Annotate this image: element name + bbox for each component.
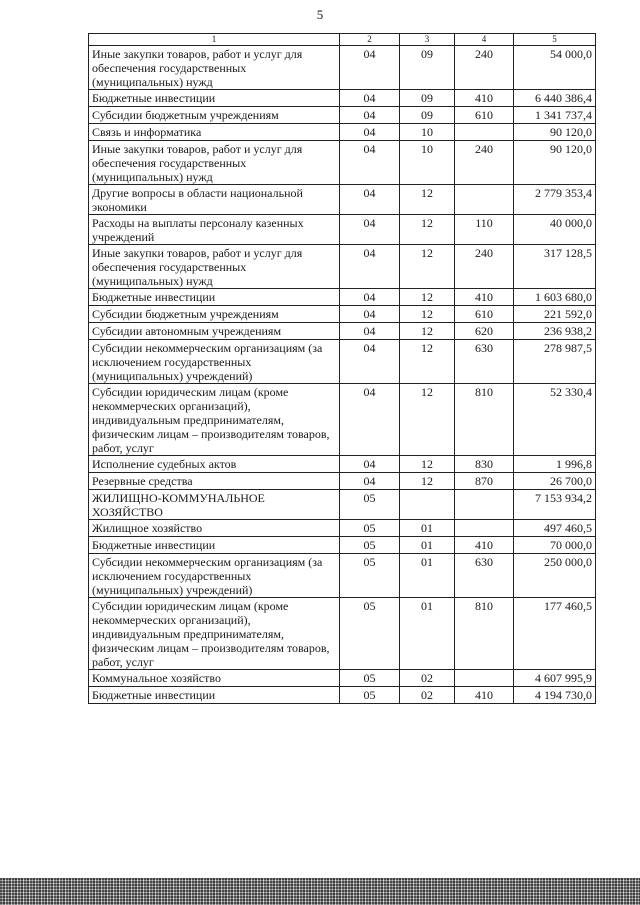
row-name-cell: Субсидии юридическим лицам (кроме некоммерческих организаций), индивидуальным предпринимателям, физическим лицам – производителям товаров, работ, услуг <box>89 598 340 670</box>
table-row <box>89 306 596 323</box>
scan-edge-artifact-overlay <box>0 878 640 905</box>
row-name-cell: Субсидии некоммерческим организациям (за исключением государственных (муниципальных) учреждений) <box>89 554 340 598</box>
amount-cell: 7 153 934,2 <box>514 490 596 520</box>
table-row <box>89 323 596 340</box>
expense-type-cell: 240 <box>455 245 514 289</box>
row-name-cell: Бюджетные инвестиции <box>89 687 340 704</box>
amount-cell: 1 603 680,0 <box>514 289 596 306</box>
amount-cell: 497 460,5 <box>514 520 596 537</box>
table-row <box>89 90 596 107</box>
amount-cell: 177 460,5 <box>514 598 596 670</box>
table-row <box>89 670 596 687</box>
expense-type-cell: 810 <box>455 598 514 670</box>
section-code-cell: 04 <box>340 473 400 490</box>
row-name-cell: Субсидии юридическим лицам (кроме некоммерческих организаций), индивидуальным предпринимателям, физическим лицам – производителям товаров, работ, услуг <box>89 384 340 456</box>
row-name-cell: Связь и информатика <box>89 124 340 141</box>
row-name-cell: Субсидии бюджетным учреждениям <box>89 306 340 323</box>
expense-type-cell <box>455 670 514 687</box>
subsection-code-cell: 12 <box>400 473 455 490</box>
row-name-cell: Исполнение судебных актов <box>89 456 340 473</box>
section-code-cell: 04 <box>340 306 400 323</box>
subsection-code-cell: 01 <box>400 554 455 598</box>
expense-type-cell: 610 <box>455 306 514 323</box>
expense-type-cell: 240 <box>455 46 514 90</box>
table-row <box>89 185 596 215</box>
row-name-cell: Иные закупки товаров, работ и услуг для обеспечения государственных (муниципальных) нужд <box>89 141 340 185</box>
section-code-cell: 04 <box>340 124 400 141</box>
subsection-code-cell: 09 <box>400 90 455 107</box>
subsection-code-cell: 10 <box>400 141 455 185</box>
subsection-code-cell: 01 <box>400 598 455 670</box>
table-row <box>89 384 596 456</box>
section-code-cell: 04 <box>340 215 400 245</box>
expense-type-cell: 110 <box>455 215 514 245</box>
subsection-code-cell: 12 <box>400 289 455 306</box>
table-row <box>89 473 596 490</box>
section-code-cell: 05 <box>340 598 400 670</box>
subsection-code-cell: 09 <box>400 107 455 124</box>
subsection-code-cell: 12 <box>400 323 455 340</box>
row-name-cell: Иные закупки товаров, работ и услуг для обеспечения государственных (муниципальных) нужд <box>89 46 340 90</box>
table-row <box>89 490 596 520</box>
column-number: 1 <box>89 34 340 46</box>
section-code-cell: 05 <box>340 520 400 537</box>
expense-type-cell: 870 <box>455 473 514 490</box>
subsection-code-cell: 12 <box>400 456 455 473</box>
amount-cell: 90 120,0 <box>514 124 596 141</box>
table-row <box>89 245 596 289</box>
row-name-cell: ЖИЛИЩНО-КОММУНАЛЬНОЕ ХОЗЯЙСТВО <box>89 490 340 520</box>
expense-type-cell <box>455 520 514 537</box>
expense-type-cell: 630 <box>455 554 514 598</box>
expense-type-cell <box>455 124 514 141</box>
row-name-cell: Бюджетные инвестиции <box>89 289 340 306</box>
amount-cell: 26 700,0 <box>514 473 596 490</box>
amount-cell: 40 000,0 <box>514 215 596 245</box>
expense-type-cell: 810 <box>455 384 514 456</box>
table-row <box>89 107 596 124</box>
section-code-cell: 04 <box>340 141 400 185</box>
expense-type-cell: 620 <box>455 323 514 340</box>
table-row <box>89 456 596 473</box>
expense-type-cell: 410 <box>455 687 514 704</box>
table-row <box>89 340 596 384</box>
amount-cell: 236 938,2 <box>514 323 596 340</box>
expense-type-cell: 630 <box>455 340 514 384</box>
amount-cell: 278 987,5 <box>514 340 596 384</box>
table-row <box>89 520 596 537</box>
subsection-code-cell: 02 <box>400 670 455 687</box>
subsection-code-cell: 01 <box>400 520 455 537</box>
amount-cell: 1 996,8 <box>514 456 596 473</box>
amount-cell: 221 592,0 <box>514 306 596 323</box>
section-code-cell: 05 <box>340 554 400 598</box>
table-row <box>89 46 596 90</box>
table-row <box>89 537 596 554</box>
page-number: 5 <box>316 7 324 22</box>
column-number: 5 <box>514 34 596 46</box>
subsection-code-cell: 12 <box>400 245 455 289</box>
section-code-cell: 05 <box>340 687 400 704</box>
section-code-cell: 04 <box>340 46 400 90</box>
amount-cell: 317 128,5 <box>514 245 596 289</box>
column-number-row <box>89 34 596 46</box>
subsection-code-cell: 10 <box>400 124 455 141</box>
section-code-cell: 04 <box>340 340 400 384</box>
amount-cell: 4 194 730,0 <box>514 687 596 704</box>
expense-type-cell: 610 <box>455 107 514 124</box>
expense-type-cell: 830 <box>455 456 514 473</box>
table-row <box>89 124 596 141</box>
expense-type-cell: 410 <box>455 537 514 554</box>
column-number: 2 <box>340 34 400 46</box>
table-row <box>89 289 596 306</box>
expense-type-cell <box>455 185 514 215</box>
section-code-cell: 04 <box>340 323 400 340</box>
section-code-cell: 04 <box>340 456 400 473</box>
table-row <box>89 554 596 598</box>
table-row <box>89 141 596 185</box>
expense-type-cell: 240 <box>455 141 514 185</box>
subsection-code-cell: 12 <box>400 306 455 323</box>
table-row <box>89 598 596 670</box>
table-row <box>89 215 596 245</box>
row-name-cell: Бюджетные инвестиции <box>89 90 340 107</box>
expense-type-cell: 410 <box>455 90 514 107</box>
budget-table <box>88 33 596 704</box>
subsection-code-cell: 12 <box>400 340 455 384</box>
section-code-cell: 05 <box>340 490 400 520</box>
section-code-cell: 04 <box>340 384 400 456</box>
amount-cell: 2 779 353,4 <box>514 185 596 215</box>
subsection-code-cell: 12 <box>400 384 455 456</box>
section-code-cell: 05 <box>340 537 400 554</box>
row-name-cell: Субсидии автономным учреждениям <box>89 323 340 340</box>
section-code-cell: 04 <box>340 185 400 215</box>
subsection-code-cell <box>400 490 455 520</box>
amount-cell: 250 000,0 <box>514 554 596 598</box>
table-row <box>89 687 596 704</box>
row-name-cell: Бюджетные инвестиции <box>89 537 340 554</box>
row-name-cell: Расходы на выплаты персоналу казенных учреждений <box>89 215 340 245</box>
column-number: 4 <box>455 34 514 46</box>
row-name-cell: Иные закупки товаров, работ и услуг для обеспечения государственных (муниципальных) нужд <box>89 245 340 289</box>
amount-cell: 4 607 995,9 <box>514 670 596 687</box>
row-name-cell: Другие вопросы в области национальной экономики <box>89 185 340 215</box>
section-code-cell: 04 <box>340 289 400 306</box>
row-name-cell: Жилищное хозяйство <box>89 520 340 537</box>
row-name-cell: Коммунальное хозяйство <box>89 670 340 687</box>
section-code-cell: 04 <box>340 107 400 124</box>
amount-cell: 1 341 737,4 <box>514 107 596 124</box>
section-code-cell: 04 <box>340 90 400 107</box>
amount-cell: 52 330,4 <box>514 384 596 456</box>
amount-cell: 54 000,0 <box>514 46 596 90</box>
section-code-cell: 04 <box>340 245 400 289</box>
row-name-cell: Субсидии бюджетным учреждениям <box>89 107 340 124</box>
amount-cell: 90 120,0 <box>514 141 596 185</box>
amount-cell: 6 440 386,4 <box>514 90 596 107</box>
row-name-cell: Резервные средства <box>89 473 340 490</box>
subsection-code-cell: 02 <box>400 687 455 704</box>
subsection-code-cell: 12 <box>400 215 455 245</box>
section-code-cell: 05 <box>340 670 400 687</box>
expense-type-cell <box>455 490 514 520</box>
row-name-cell: Субсидии некоммерческим организациям (за исключением государственных (муниципальных) учреждений) <box>89 340 340 384</box>
subsection-code-cell: 09 <box>400 46 455 90</box>
subsection-code-cell: 12 <box>400 185 455 215</box>
subsection-code-cell: 01 <box>400 537 455 554</box>
amount-cell: 70 000,0 <box>514 537 596 554</box>
column-number: 3 <box>400 34 455 46</box>
expense-type-cell: 410 <box>455 289 514 306</box>
